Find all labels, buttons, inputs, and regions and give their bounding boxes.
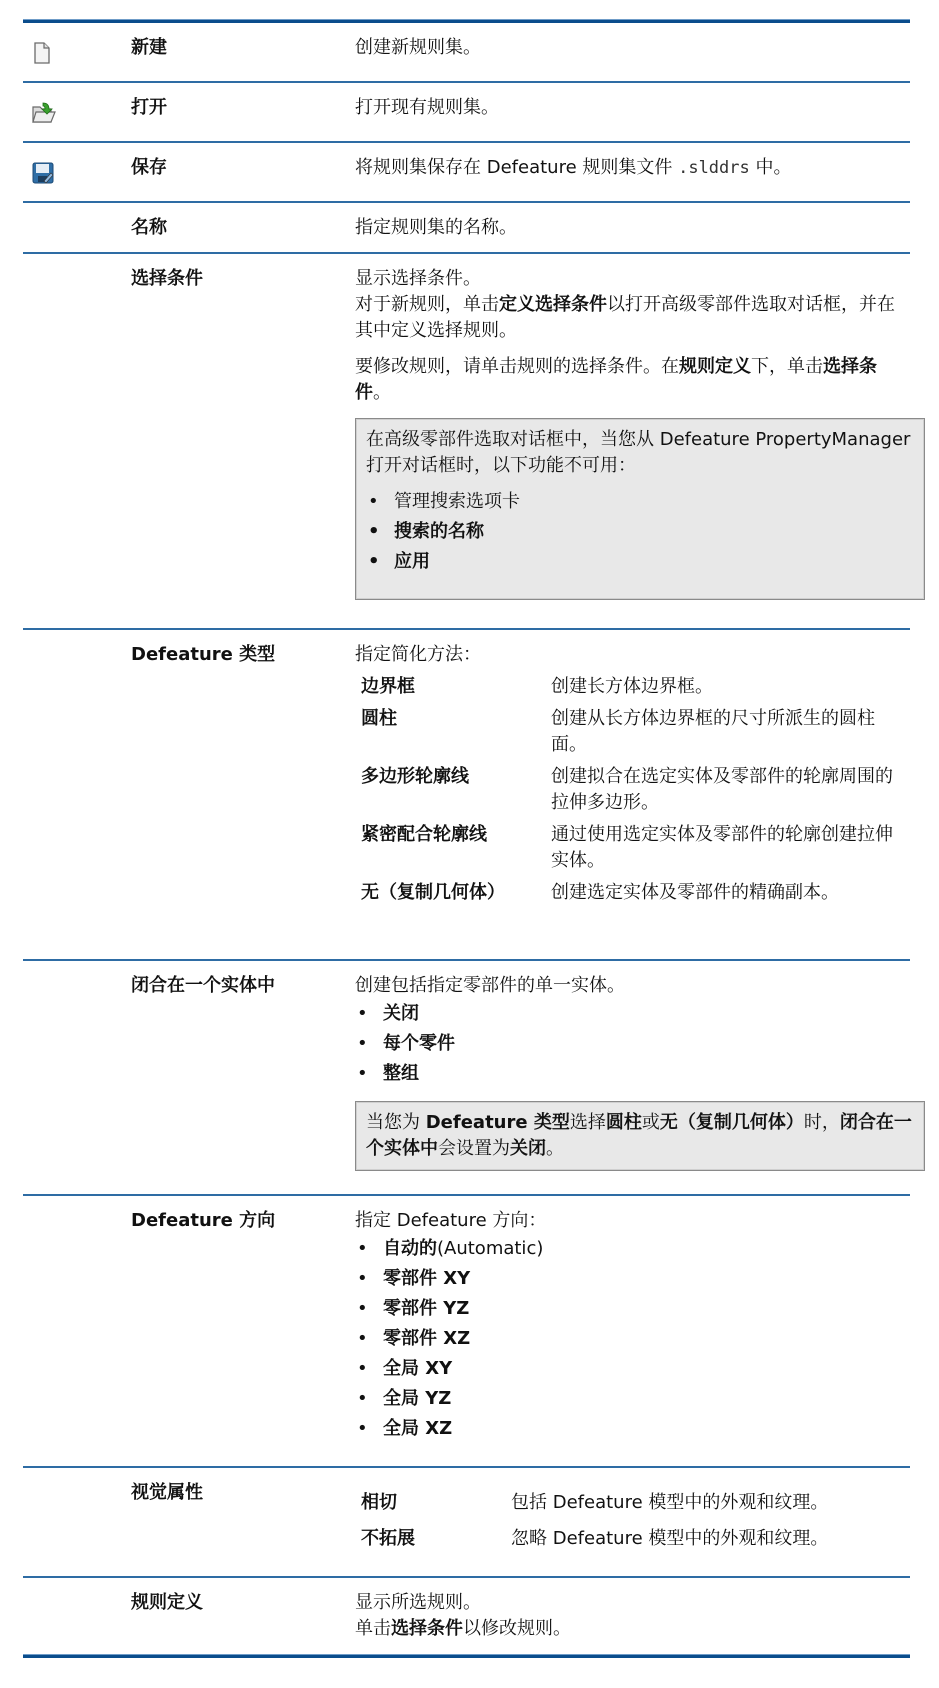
option-item: • 零部件 XY: [355, 1264, 904, 1294]
row-label: Defeature 方向: [131, 1210, 276, 1231]
option-item: • 全局 XZ: [355, 1414, 904, 1444]
option-name: 紧密配合轮廓线: [361, 824, 487, 845]
desc-line: [355, 1616, 904, 1642]
row-label: 名称: [131, 217, 167, 238]
define-selection-criteria-ref: 定义选择条件: [499, 294, 607, 315]
option-row: [355, 880, 904, 906]
option-item: • 关闭: [355, 999, 904, 1029]
option-row: [355, 674, 904, 700]
note-bold: 圆柱: [605, 1112, 642, 1133]
note-text: 会设置为: [438, 1138, 510, 1159]
option-desc: 创建长方体边界框。: [551, 676, 713, 697]
selection-criteria-ref: 选择条件: [355, 356, 877, 403]
desc-intro: 指定简化方法：: [355, 644, 481, 665]
options-list: [355, 999, 904, 1089]
option-note: (Automatic): [437, 1238, 544, 1259]
option-name: 圆柱: [361, 708, 397, 729]
option-item: • 零部件 XZ: [355, 1324, 904, 1354]
desc-text: 以打开高级零部件选取对话框，并在其中定义选择规则。: [355, 294, 895, 341]
row-label: 打开: [131, 97, 167, 118]
row-label: 视觉属性: [131, 1482, 203, 1503]
desc-text: 将规则集保存在 Defeature 规则集文件: [355, 157, 679, 178]
option-name: 不拓展: [361, 1528, 415, 1549]
option-item: [355, 1234, 904, 1264]
options-table: [355, 674, 904, 906]
option-name: 无（复制几何体）: [361, 882, 505, 903]
option-row: [355, 1490, 904, 1516]
desc-text: 。: [373, 382, 391, 403]
table-row-visual-properties: [23, 1468, 910, 1578]
desc-text: 对于新规则，单击: [355, 294, 499, 315]
row-label: Defeature 类型: [131, 644, 276, 665]
property-table: [23, 19, 910, 1658]
note-bold: 关闭: [510, 1138, 546, 1159]
table-row-merge-body: [23, 961, 910, 1196]
row-label: 选择条件: [131, 268, 203, 289]
row-description: [355, 1578, 910, 1660]
option-desc: 创建拟合在选定实体及零部件的轮廓周围的拉伸多边形。: [551, 766, 893, 813]
option-desc: 创建从长方体边界框的尺寸所派生的圆柱面。: [551, 708, 875, 755]
row-label: 规则定义: [131, 1592, 203, 1613]
selection-criteria-ref: 选择条件: [391, 1618, 463, 1639]
options-list: [355, 1234, 904, 1444]
save-disk-icon: [31, 161, 53, 185]
note-list-item: • 应用: [366, 547, 914, 577]
options-table: [355, 1490, 904, 1552]
table-row-defeature-type: [23, 630, 910, 961]
desc-text: 单击: [355, 1618, 391, 1639]
table-row-new: [23, 23, 910, 83]
option-item: • 零部件 YZ: [355, 1294, 904, 1324]
row-label: 保存: [131, 157, 167, 178]
desc-text: 要修改规则，请单击规则的选择条件。在: [355, 356, 679, 377]
desc-text: 中。: [749, 157, 792, 178]
row-description: [355, 961, 910, 1189]
note-text: 在高级零部件选取对话框中，当您从 Defeature PropertyManager 打开对话框时，以下功能不可用：: [366, 429, 911, 476]
option-bold: 自动的: [383, 1238, 437, 1259]
option-item: • 全局 YZ: [355, 1384, 904, 1414]
note-bold: Defeature 类型: [425, 1112, 570, 1133]
desc-text: 以修改规则。: [463, 1618, 571, 1639]
note-text: 当您为: [366, 1112, 426, 1133]
option-name: 多边形轮廓线: [361, 766, 469, 787]
open-folder-icon: [31, 101, 53, 125]
option-name: 相切: [361, 1492, 397, 1513]
option-row: [355, 706, 904, 758]
option-name: 边界框: [361, 676, 415, 697]
note-box: [355, 418, 925, 600]
file-extension: .slddrs: [678, 158, 750, 178]
note-text: 时，: [803, 1112, 840, 1133]
row-description: [355, 1196, 910, 1462]
table-row-rule-definition: [23, 1578, 910, 1654]
row-description: [355, 143, 910, 199]
table-row-name: [23, 203, 910, 254]
row-description: 指定规则集的名称。: [355, 217, 517, 238]
note-text: 选择: [569, 1112, 606, 1133]
note-list-item: • 管理搜索选项卡: [366, 487, 914, 517]
desc-intro: 指定 Defeature 方向：: [355, 1210, 547, 1231]
option-desc: 包括 Defeature 模型中的外观和纹理。: [511, 1492, 829, 1513]
row-description: [355, 254, 910, 618]
row-description: 打开现有规则集。: [355, 97, 499, 118]
option-row: [355, 1526, 904, 1552]
option-row: [355, 822, 904, 874]
option-row: [355, 764, 904, 816]
option-desc: 忽略 Defeature 模型中的外观和纹理。: [511, 1528, 829, 1549]
note-list-item: • 搜索的名称: [366, 517, 914, 547]
note-text: 或: [641, 1112, 660, 1133]
option-item: • 整组: [355, 1059, 904, 1089]
row-description: 创建新规则集。: [355, 37, 481, 58]
row-label: 新建: [131, 37, 167, 58]
desc-paragraph: [355, 354, 904, 406]
desc-text: 下，单击: [751, 356, 823, 377]
table-row-save: [23, 143, 910, 203]
desc-line: [355, 292, 904, 344]
option-desc: 通过使用选定实体及零部件的轮廓创建拉伸实体。: [551, 824, 893, 871]
table-row-selection-criteria: [23, 254, 910, 630]
desc-line: 显示选择条件。: [355, 268, 481, 289]
note-bold: 无（复制几何体）: [659, 1112, 804, 1133]
new-document-icon: [31, 41, 53, 65]
note-bold: 闭合在一个实体中: [366, 1112, 912, 1159]
table-row-defeature-direction: [23, 1196, 910, 1468]
row-label: 闭合在一个实体中: [131, 975, 275, 996]
desc-line: 显示所选规则。: [355, 1592, 481, 1613]
row-description: [355, 1468, 910, 1570]
option-item: • 全局 XY: [355, 1354, 904, 1384]
desc-intro: 创建包括指定零部件的单一实体。: [355, 975, 625, 996]
option-item: • 每个零件: [355, 1029, 904, 1059]
row-description: [355, 630, 910, 924]
option-desc: 创建选定实体及零部件的精确副本。: [551, 882, 839, 903]
note-text: 。: [546, 1138, 564, 1159]
note-box: [355, 1101, 925, 1171]
table-row-open: [23, 83, 910, 143]
note-list: [366, 487, 914, 577]
rule-definition-ref: 规则定义: [679, 356, 751, 377]
